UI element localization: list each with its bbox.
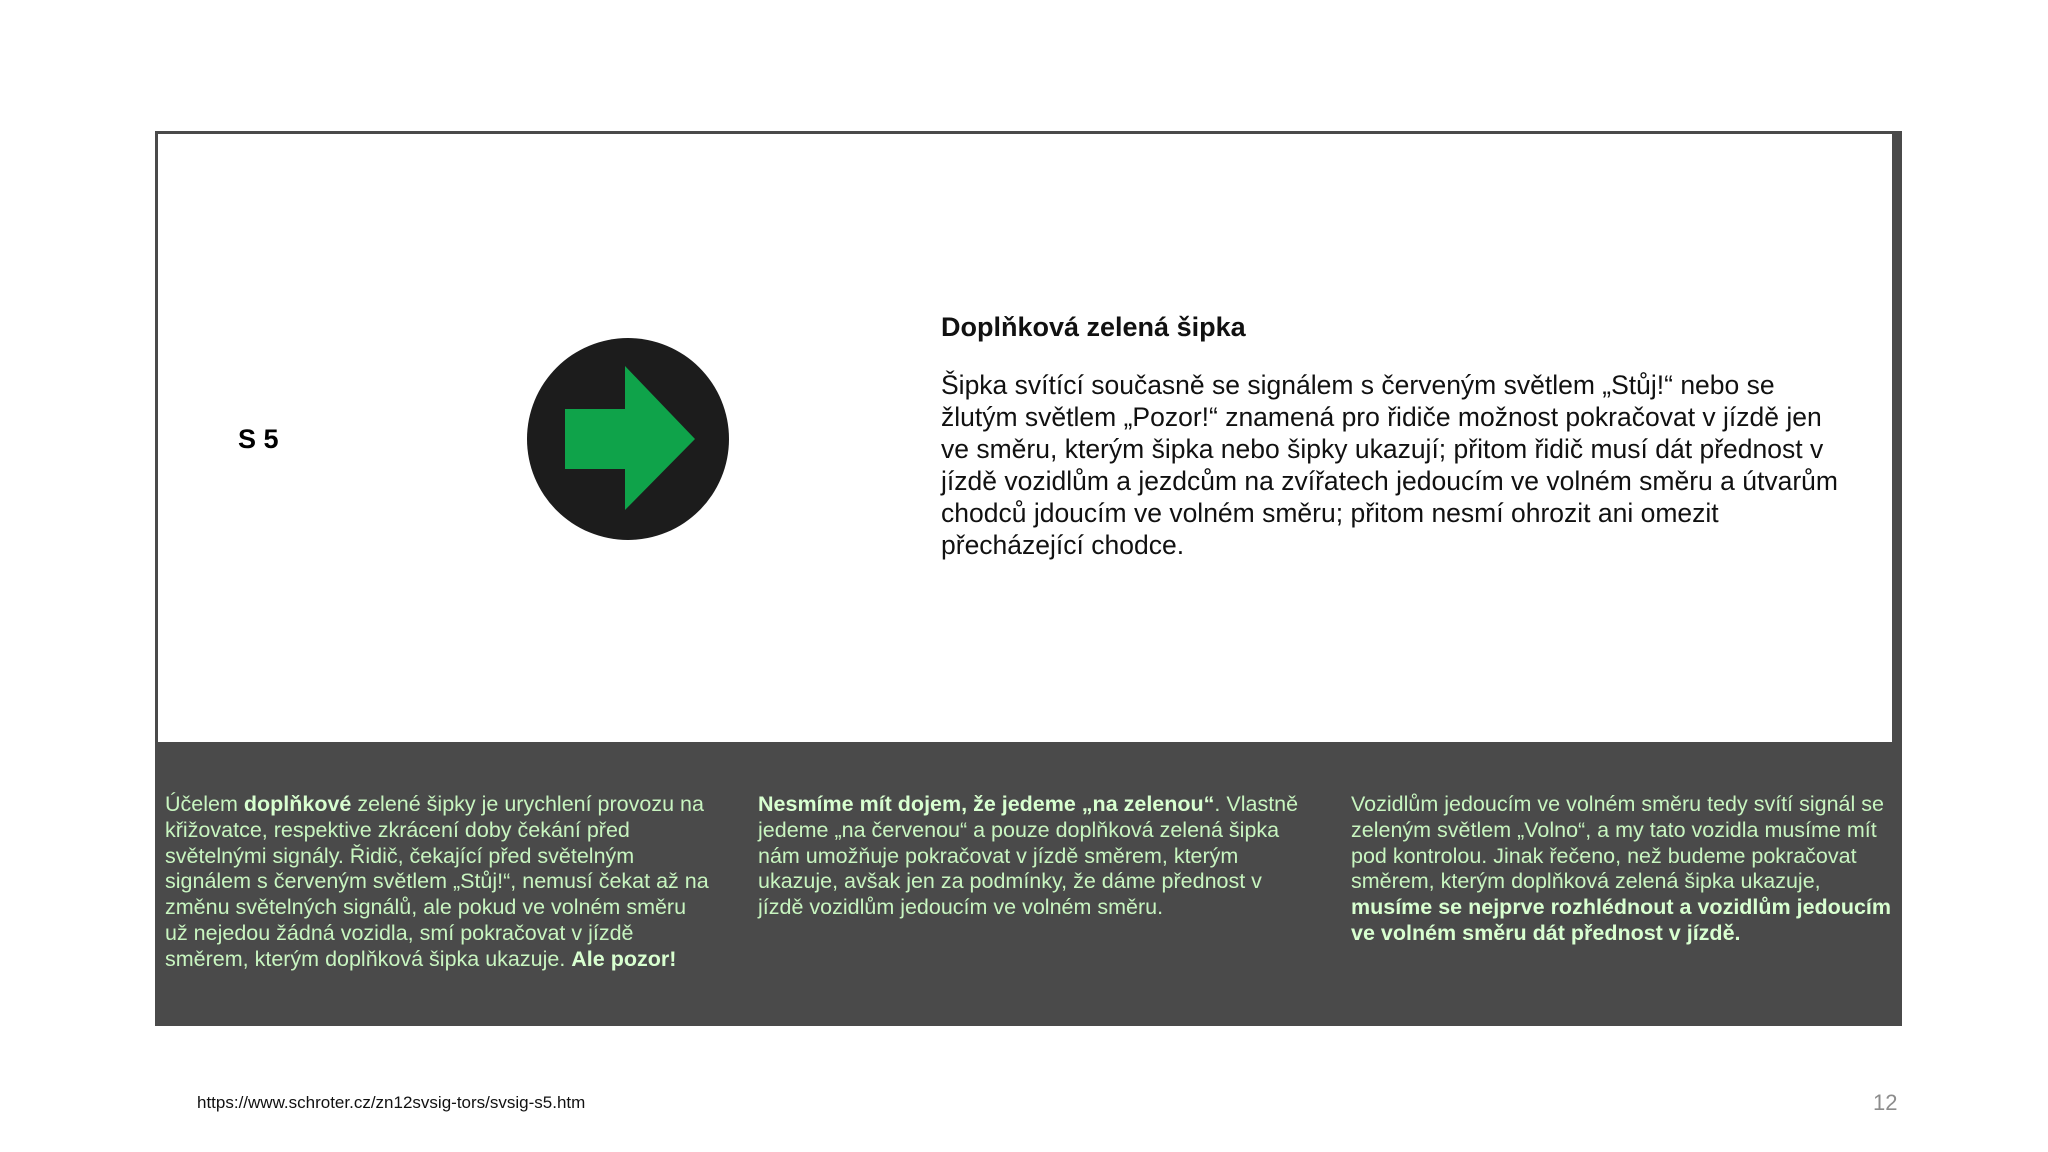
- col1-text-1: Účelem: [165, 792, 244, 816]
- col3-bold-1: musíme se nejprve rozhlédnout a vozidlům jedoucím ve volném směru dát přednost v jízdě.: [1351, 895, 1891, 945]
- green-arrow-right-signal-icon: [523, 334, 733, 544]
- col1-bold-1: doplňkové: [243, 792, 352, 816]
- explanation-column-1: [165, 792, 710, 973]
- col2-text-1: . Vlastně jedeme „na červenou“ a pouze doplňková zelená šipka nám umožňuje pokračovat v jízdě směrem, kterým ukazuje, avšak jen za podmínky, že dáme přednost v jízdě vozidlům jedoucím ve volném směru.: [758, 792, 1299, 920]
- slide-frame: [155, 131, 1902, 1026]
- description-title: Doplňková zelená šipka: [941, 312, 1246, 342]
- sign-code: S 5: [238, 424, 279, 454]
- col1-bold-2: Ale pozor!: [571, 946, 677, 971]
- col1-text-2: zelené šipky je urychlení provozu na křižovatce, respektive zkrácení doby čekání před světelnými signály. Řidič, čekající před světelným signálem s červeným světlem „Stůj!“, nemusí čekat až na změnu světelných signálů, ale pokud ve volném směru už nejedou žádná vozidla, smí pokračovat v jízdě směrem, kterým doplňková šipka ukazuje.: [165, 792, 709, 971]
- explanation-panel: [155, 742, 1902, 1026]
- explanation-column-3: [1351, 792, 1896, 947]
- sign-panel: [158, 134, 1892, 742]
- description-body: Šipka svítící současně se signálem s červeným světlem „Stůj!“ nebo se žlutým světlem „Pozor!“ znamená pro řidiče možnost pokračovat v jízdě jen ve směru, kterým šipka nebo šipky ukazují; přitom řidič musí dát přednost v jízdě vozidlům a jezdcům na zvířatech jedoucím ve volném směru a útvarům chodců jdoucím ve volném směru; přitom nesmí ohrozit ani omezit přecházející chodce.: [941, 370, 1838, 560]
- description: [941, 312, 1841, 561]
- col2-bold-1: Nesmíme mít dojem, že jedeme „na zelenou“: [758, 792, 1215, 816]
- page-number: 12: [1873, 1090, 1898, 1115]
- explanation-column-2: [758, 792, 1303, 921]
- col3-text-1: Vozidlům jedoucím ve volném směru tedy svítí signál se zeleným světlem „Volno“, a my tato vozidla musíme mít pod kontrolou. Jinak řečeno, než budeme pokračovat směrem, kterým doplňková zelená šipka ukazuje,: [1351, 792, 1884, 894]
- source-url[interactable]: https://www.schroter.cz/zn12svsig-tors/svsig-s5.htm: [197, 1093, 586, 1112]
